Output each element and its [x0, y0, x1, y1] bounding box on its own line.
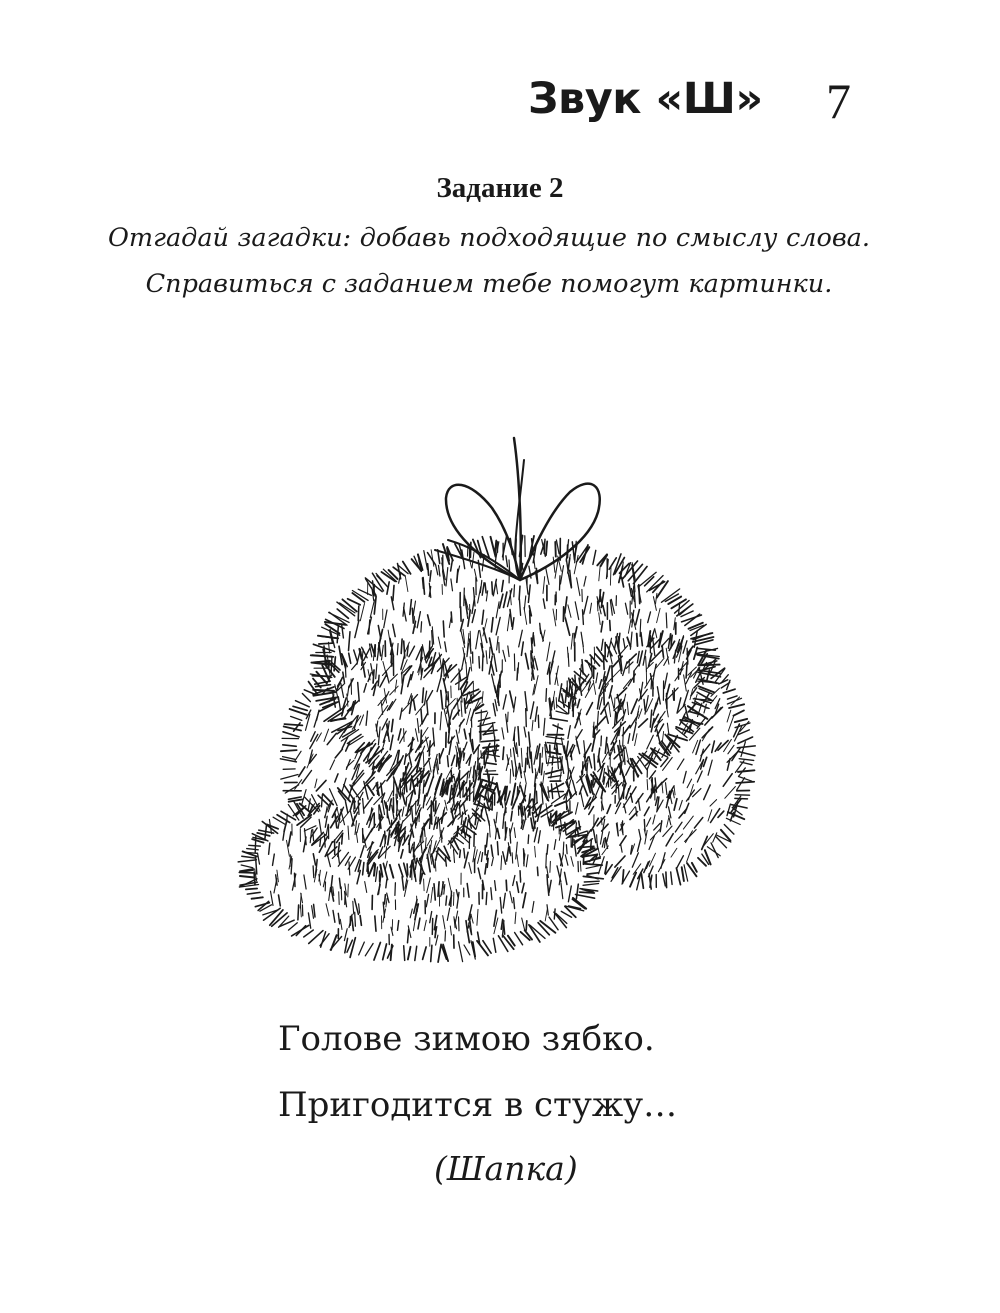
riddle-answer: (Шапка)	[434, 1149, 578, 1188]
page-number: 7	[826, 73, 851, 129]
riddle-text	[278, 1019, 678, 1154]
fur-hat-illustration	[230, 420, 770, 980]
section-title: Звук «Ш»	[528, 74, 763, 124]
task-instructions: Отгадай загадки: добавь подходящие по смыслу слова. Справиться с заданием тебе помогут картинки.	[108, 223, 870, 299]
riddle-line-1: Голове зимою зябко.	[278, 1019, 655, 1059]
task-title: Задание 2	[436, 172, 564, 204]
riddle-line-2: Пригодится в стужу…	[278, 1085, 678, 1125]
